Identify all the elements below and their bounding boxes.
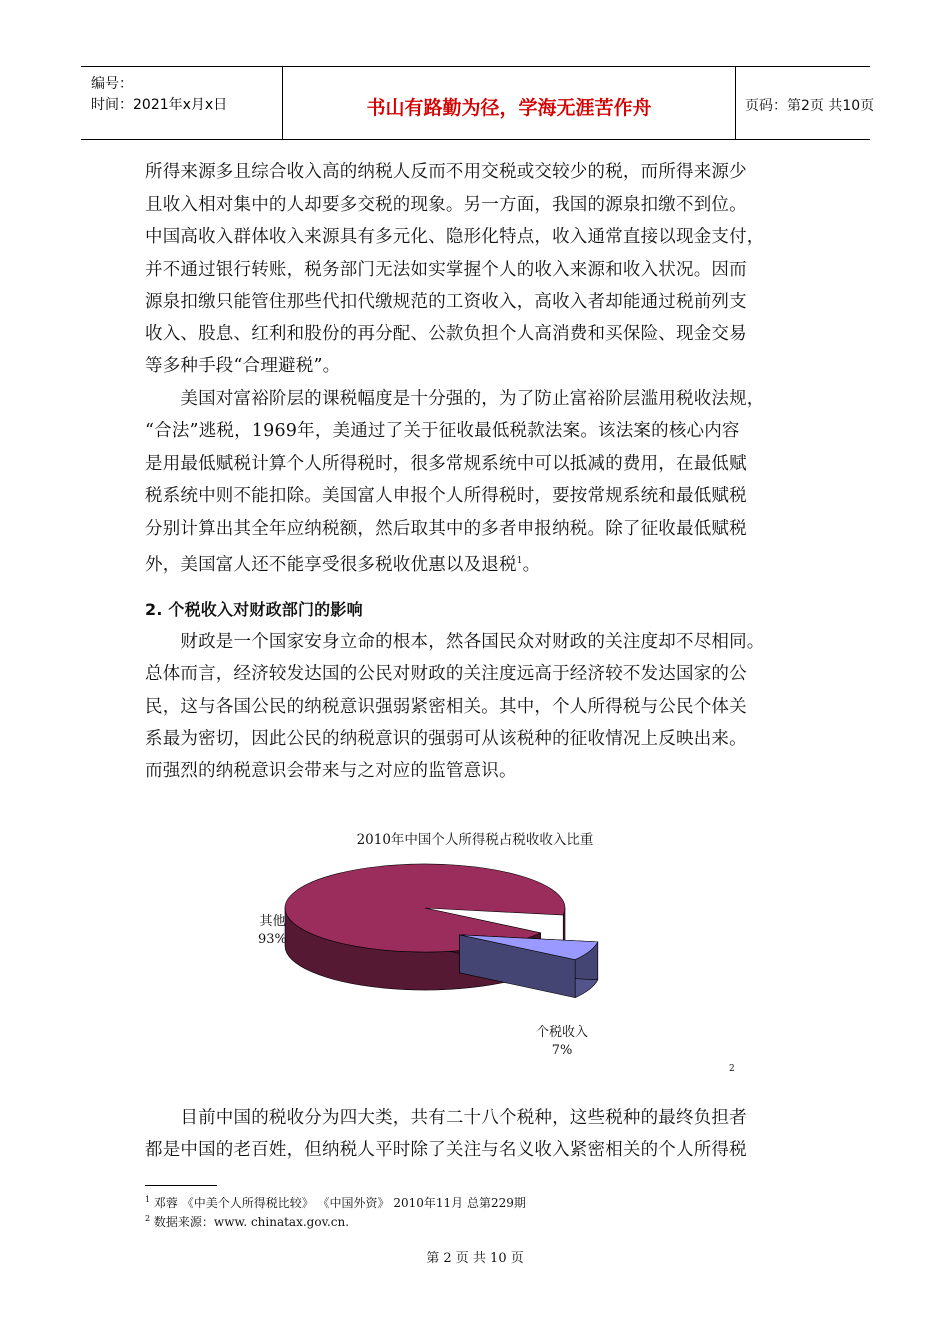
header-page-info: 页码：第2页 共10页: [745, 98, 875, 114]
body-line: 中国高收入群体收入来源具有多元化、隐形化特点，收入通常直接以现金支付，: [145, 227, 765, 247]
header-motto: 书山有路勤为径，学海无涯苦作舟: [366, 97, 652, 119]
footnote-1: [145, 1194, 526, 1211]
document-header: [81, 66, 875, 140]
body-line: 所得来源多且综合收入高的纳税人反而不用交税或交较少的税，而所得来源少: [145, 162, 747, 182]
pie-label-tax: [536, 1024, 588, 1060]
header-page-cell: [736, 67, 875, 139]
section-heading: 2. 个税收入对财政部门的影响: [145, 600, 363, 619]
header-motto-cell: [282, 67, 736, 139]
body-line: 民，这与各国公民的纳税意识强弱紧密相关。其中，个人所得税与公民个体关: [145, 697, 747, 717]
body-line: 等多种手段“合理避税”。: [145, 356, 341, 376]
footnote-1-mark: 1: [145, 1195, 151, 1204]
body-line: 而强烈的纳税意识会带来与之对应的监管意识。: [145, 761, 517, 781]
body-line: 且收入相对集中的人却要多交税的现象。另一方面，我国的源泉扣缴不到位。: [145, 195, 747, 215]
pie-label-tax-value: 7%: [551, 1043, 573, 1058]
page-footer: 第 2 页 共 10 页: [426, 1251, 524, 1266]
footnote-2: [145, 1213, 349, 1230]
body-line: 目前中国的税收分为四大类，共有二十八个税种，这些税种的最终负担者: [145, 1108, 747, 1128]
document-date-label: 时间：2021年x月x日: [91, 97, 228, 113]
body-line-with-footnote: [145, 551, 540, 575]
footnote-separator: [145, 1185, 217, 1186]
footnote-2-text: 数据来源：www. chinatax.gov.cn.: [153, 1215, 350, 1229]
body-line: 总体而言，经济较发达国的公民对财政的关注度远高于经济较不发达国家的公: [145, 664, 747, 684]
document-number-label: 编号：: [91, 76, 133, 92]
pie-label-other-value: 93%: [258, 932, 287, 947]
pie-slice-tax: [460, 935, 598, 998]
pie-label-other: [258, 913, 287, 949]
body-line: 分别计算出其全年应纳税额，然后取其中的多者申报纳税。除了征收最低赋税: [145, 519, 747, 539]
body-line: “合法”逃税，1969年，美通过了关于征收最低税款法案。该法案的核心内容: [145, 421, 740, 441]
body-line: 收入、股息、红利和股份的再分配、公款负担个人高消费和买保险、现金交易: [145, 324, 747, 344]
pie-label-other-name: 其他: [259, 914, 286, 929]
footnote-ref-1: 1: [516, 556, 523, 566]
body-line: 财政是一个国家安身立命的根本，然各国民众对财政的关注度却不尽相同。: [145, 632, 765, 652]
chart-title: 2010年中国个人所得税占税收收入比重: [356, 832, 594, 848]
footnote-2-mark: 2: [145, 1214, 151, 1223]
body-line: 都是中国的老百姓，但纳税人平时除了关注与名义收入紧密相关的个人所得税: [145, 1140, 747, 1160]
body-line: 并不通过银行转账，税务部门无法如实掌握个人的收入来源和收入状况。因而: [145, 260, 747, 280]
footnote-1-text: 邓蓉 《中美个人所得税比较》 《中国外资》 2010年11月 总第229期: [153, 1196, 526, 1210]
pie-label-tax-name: 个税收入: [536, 1025, 589, 1040]
body-line-text: 外，美国富人还不能享受很多税收优惠以及退税: [145, 555, 517, 575]
body-line: 税系统中则不能扣除。美国富人申报个人所得税时，要按常规系统和最低赋税: [145, 486, 747, 506]
header-meta-cell: [81, 67, 282, 139]
body-line: 源泉扣缴只能管住那些代扣代缴规范的工资收入，高收入者却能通过税前列支: [145, 292, 747, 312]
body-line: 系最为密切，因此公民的纳税意识的强弱可从该税种的征收情况上反映出来。: [145, 729, 747, 749]
pie-chart: [250, 860, 650, 1030]
body-line-period: 。: [522, 555, 541, 575]
body-line: 美国对富裕阶层的课税幅度是十分强的，为了防止富裕阶层滥用税收法规，: [145, 389, 765, 409]
body-line: 是用最低赋税计算个人所得税时，很多常规系统中可以抵减的费用，在最低赋: [145, 454, 747, 474]
chart-footnote-mark: 2: [729, 1064, 735, 1074]
